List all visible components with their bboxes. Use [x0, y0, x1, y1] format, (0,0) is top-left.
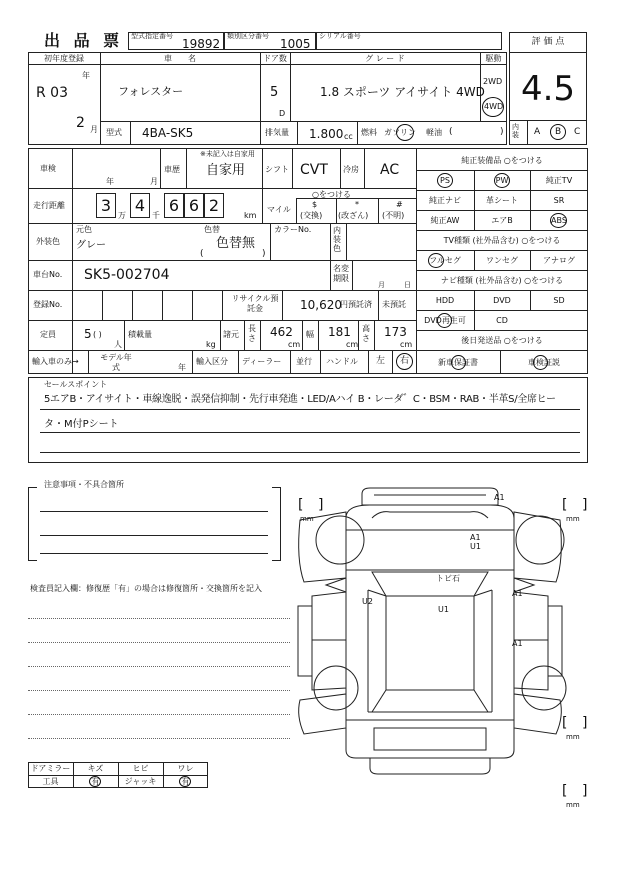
- mileage-sen-unit: 千: [152, 211, 160, 220]
- inspector-label: 検査員記入欄：修復歴「有」の場合は修復箇所・交換箇所を記入: [30, 584, 262, 593]
- tv-label: TV種類 (社外品含む) ○をつける: [443, 236, 561, 245]
- swap-label: (交換): [300, 211, 323, 220]
- color-change-value: 色替無: [216, 236, 256, 251]
- equip-tv: 純正TV: [545, 176, 573, 185]
- usage-value: 自家用: [206, 163, 246, 178]
- width-unit: cm: [346, 340, 359, 349]
- first-reg-label: 初年度登録: [44, 54, 84, 63]
- chassis-label: 車台No.: [33, 270, 63, 279]
- displacement-label: 排気量: [265, 128, 289, 137]
- mark-windshield-u1: U1: [470, 542, 481, 551]
- bracket-fl-open: [: [298, 497, 304, 513]
- fuel-label: 燃料: [361, 128, 377, 137]
- mileage-digit-3: 6: [168, 196, 180, 215]
- first-reg-year-unit: 年: [82, 71, 90, 80]
- mm-fr: mm: [566, 515, 580, 523]
- orig-color-value: グレー: [76, 240, 106, 251]
- diagram-left-front-door: [312, 592, 346, 640]
- tamper-sign: *: [355, 200, 359, 209]
- genuine-label: 純正装備品 ○をつける: [461, 156, 543, 165]
- capacity-label: 定員: [40, 330, 56, 339]
- sales-point-line2: タ・M付Pシート: [44, 419, 119, 430]
- mm-fl: mm: [300, 515, 314, 523]
- tv-fullseg: フルセグ: [429, 256, 461, 265]
- recycle-unpaid: 未預託: [382, 300, 406, 309]
- navi-label: ナビ種類 (社外品含む) ○をつける: [440, 276, 564, 285]
- equip-leather: 革シート: [486, 196, 518, 205]
- sales-point-label: セールスポイント: [44, 380, 108, 389]
- doors-value: 5: [270, 85, 279, 100]
- drive-label: 駆動: [485, 54, 502, 63]
- sales-point-line1: 5エアB・アイサイト・車線逸脱・誤発信抑制・先行車発進・LED/Aハイ B・レーダ゛C・BSM・RAB・半革S/全席ヒー: [44, 394, 556, 405]
- usage-note: ※未記入は自家用: [200, 150, 255, 158]
- diagram-hood: [346, 505, 514, 570]
- meigi-day: 日: [404, 281, 411, 289]
- shift-value: CVT: [300, 162, 328, 178]
- diagram-rear-bumper: [370, 758, 490, 774]
- first-reg-month-unit: 月: [90, 125, 98, 134]
- mark-left-door: U2: [362, 597, 373, 606]
- recycle-value: 10,620: [300, 298, 342, 312]
- mileage-digit-1: 3: [100, 196, 112, 215]
- diagram-wheel-front-left: [316, 516, 364, 564]
- load-unit: kg: [206, 340, 216, 349]
- mileage-label: 走行距離: [33, 201, 65, 210]
- interior-color-label: 内装色: [333, 226, 341, 253]
- diagram-body-outline: [346, 570, 514, 720]
- diagram-rear-window: [372, 690, 488, 712]
- mm-rear: mm: [566, 801, 580, 809]
- score-label: 評 価 点: [531, 37, 565, 47]
- equip-airbag: エアB: [491, 216, 513, 225]
- color-paren-close: ): [262, 249, 266, 259]
- color-change-label: 色替: [204, 225, 220, 234]
- diagram-windshield: [372, 572, 488, 596]
- mark-windshield-a1: A1: [470, 533, 481, 542]
- color-label: 外装色: [36, 237, 60, 246]
- orig-color-label: 元色: [76, 225, 92, 234]
- meigi-month: 月: [378, 281, 385, 289]
- class-no-label: 類別区分番号: [227, 32, 269, 40]
- model-year-unit: 年: [178, 363, 186, 372]
- chassis-value: SK5-002704: [84, 267, 170, 283]
- import-label: 輸入車のみ→: [32, 357, 79, 366]
- diagram-left-rear-door: [312, 640, 346, 690]
- navi-dvd-play: DVD再生可: [424, 316, 466, 325]
- tv-oneseg: ワンセグ: [486, 256, 518, 265]
- drive-4wd: 4WD: [484, 102, 504, 111]
- mileage-km-unit: km: [244, 211, 257, 220]
- width-label: 幅: [306, 330, 314, 339]
- len-unit: cm: [288, 340, 301, 349]
- first-reg-month: 2: [76, 115, 85, 131]
- mark-right-rear-door: A1: [512, 639, 523, 648]
- bracket-rr-close: ]: [582, 715, 588, 731]
- mileage-digit-2: 4: [134, 196, 146, 215]
- mark-front-bumper: A1: [494, 493, 505, 502]
- bracket-rear-close: ]: [582, 783, 588, 799]
- bracket-fr-close: ]: [582, 497, 588, 513]
- interior-b: B: [555, 127, 562, 137]
- equip-sr: SR: [553, 196, 565, 205]
- swap-sign: $: [312, 200, 318, 209]
- navi-hdd: HDD: [435, 296, 455, 305]
- load-label: 積載量: [128, 330, 152, 339]
- shaken-month-unit: 月: [150, 177, 158, 186]
- shaken-label: 車検: [40, 164, 56, 173]
- equip-navi: 純正ナビ: [429, 196, 461, 205]
- displacement-value: 1.800: [309, 127, 344, 141]
- shaken-year-unit: 年: [106, 177, 114, 186]
- len-value: 462: [270, 325, 293, 339]
- tools-head-hibi: ヒビ: [132, 764, 149, 773]
- score-value: 4.5: [520, 69, 576, 109]
- diagram-wheel-rear-right: [522, 666, 566, 710]
- len-label: 長さ: [248, 324, 256, 343]
- circle-note: ○をつける: [312, 190, 351, 199]
- recycle-label: リサイクル預託金: [231, 294, 279, 313]
- equip-ps: PS: [440, 176, 450, 185]
- bracket-rr-open: [: [562, 715, 568, 731]
- mileage-digit-5: 2: [208, 196, 220, 215]
- mm-rr: mm: [566, 733, 580, 741]
- class-no-value: 1005: [280, 37, 311, 51]
- tamper-label: (改ざん): [338, 211, 369, 220]
- handle-left: 左: [376, 356, 386, 366]
- mileage-digit-4: 6: [188, 196, 200, 215]
- interior-label: 内装: [512, 123, 519, 139]
- doors-label: ドア数: [263, 54, 287, 63]
- diagram-front-fender-right: [514, 512, 561, 582]
- doors-suffix: D: [279, 109, 286, 118]
- parallel-label: 並行: [296, 357, 312, 366]
- grade-value: 1.8 スポーツ アイサイト 4WD: [320, 85, 485, 99]
- later-label: 後日発送品 ○をつける: [461, 336, 543, 345]
- bracket-fr-open: [: [562, 497, 568, 513]
- tools-jack-label: ジャッキ: [124, 777, 157, 786]
- height-unit: cm: [400, 340, 413, 349]
- tv-analog: アナログ: [543, 256, 575, 265]
- bracket-rear-open: [: [562, 783, 568, 799]
- later-manual: 車検証説: [528, 358, 560, 367]
- diagram-right-front-door: [512, 589, 548, 640]
- notes-label: 注意事項・不具合箇所: [44, 480, 124, 489]
- model-value: 4BA-SK5: [142, 126, 194, 140]
- bracket-fl-close: ]: [318, 497, 324, 513]
- navi-sd: SD: [553, 296, 565, 305]
- mark-right-front-door: A1: [512, 589, 523, 598]
- grade-label: グ レ ー ド: [365, 54, 405, 63]
- mark-roof: U1: [438, 605, 449, 614]
- equip-abs: ABS: [551, 216, 567, 225]
- fuel-light-oil: 軽油: [426, 128, 442, 137]
- height-label: 高さ: [362, 324, 370, 343]
- dim-label: 諸元: [223, 330, 239, 339]
- tools-head-kizu: キズ: [87, 764, 104, 773]
- mile-label: マイル: [267, 205, 291, 214]
- model-no-label: 型式指定番号: [131, 32, 173, 40]
- import-type-label: 輸入区分: [196, 357, 228, 366]
- diagram-roof: [386, 596, 474, 690]
- color-paren-open: (: [200, 249, 204, 259]
- diagram-trunk: [346, 720, 514, 758]
- tools-tool-value: 有: [91, 777, 100, 786]
- recycle-paid: 円預託済: [340, 300, 372, 309]
- meigi-label: 名変期限: [333, 264, 349, 283]
- capacity-paren: ( ): [93, 330, 102, 339]
- diagram-rear-fender-right: [514, 694, 561, 734]
- width-value: 181: [328, 325, 351, 339]
- displacement-unit: cc: [344, 132, 353, 141]
- later-warranty: 新車保証書: [438, 358, 478, 367]
- handle-label: ハンドル: [326, 357, 358, 366]
- navi-dvd: DVD: [493, 296, 511, 305]
- tools-head-ware: ワレ: [177, 764, 194, 773]
- interior-c: C: [574, 127, 581, 137]
- mileage-man-unit: 万: [118, 211, 126, 220]
- form-title: 出 品 票: [44, 31, 124, 50]
- shift-label: シフト: [265, 165, 289, 174]
- equip-aw: 純正AW: [430, 216, 460, 225]
- model-year-label: モデル年式: [100, 353, 132, 372]
- drive-2wd: 2WD: [483, 77, 503, 86]
- diagram-wheel-front-right: [516, 516, 564, 564]
- capacity-unit: 人: [114, 340, 122, 349]
- regno-label: 登録No.: [33, 300, 63, 309]
- handle-right: 右: [400, 356, 410, 366]
- dealer-label: ディーラー: [242, 357, 282, 366]
- unknown-sign: #: [396, 200, 403, 209]
- first-reg-year: R 03: [36, 85, 68, 101]
- fuel-other-close: ): [500, 127, 504, 137]
- usage-label: 車歴: [164, 165, 180, 174]
- tools-head-mirror: ドアミラー: [30, 764, 71, 773]
- color-code-label: カラーNo.: [274, 225, 312, 234]
- fuel-other-open: (: [449, 127, 453, 137]
- diagram-wheel-rear-left: [314, 666, 358, 710]
- interior-a: A: [534, 127, 541, 137]
- car-name-value: フォレスター: [118, 85, 184, 98]
- model-no-value: 19892: [182, 37, 221, 51]
- tools-tool-label: 工具: [42, 777, 59, 786]
- navi-cd: CD: [496, 316, 508, 325]
- equip-pw: PW: [495, 176, 509, 185]
- aircon-label: 冷房: [343, 165, 359, 174]
- mark-hood-stone: トビ石: [436, 574, 460, 583]
- car-name-label: 車 名: [164, 54, 196, 63]
- fuel-gasoline: ガソリン: [384, 128, 416, 137]
- capacity-value: 5: [84, 327, 92, 341]
- height-value: 173: [384, 325, 407, 339]
- serial-label: シリアル番号: [319, 32, 361, 40]
- diagram-front-bumper: [362, 488, 498, 505]
- tools-jack-value: 有: [181, 777, 190, 786]
- aircon-value: AC: [380, 162, 400, 178]
- unknown-label: (不明): [382, 211, 405, 220]
- diagram-rear-fender-left: [299, 694, 346, 734]
- model-label: 型式: [106, 128, 122, 137]
